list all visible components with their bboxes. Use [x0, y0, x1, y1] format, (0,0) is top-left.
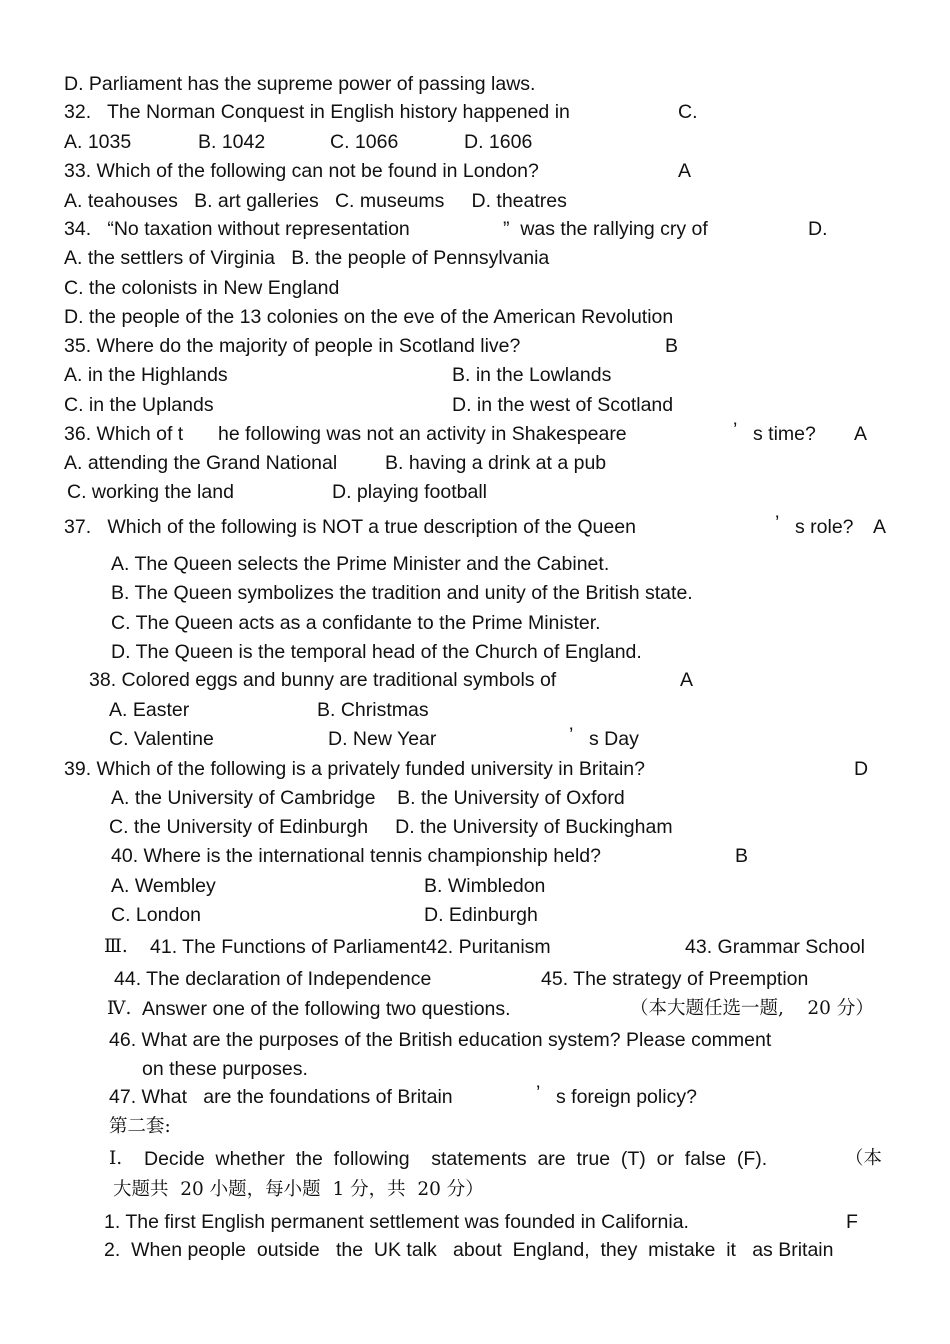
- question-47-part-a: 47. What are the foundations of Britain: [109, 1086, 453, 1108]
- question-36-apostrophe: ’: [733, 419, 738, 441]
- question-40-option-a: A. Wembley: [111, 875, 216, 897]
- question-35-option-c: C. in the Uplands: [64, 394, 214, 416]
- question-40-option-c: C. London: [111, 904, 201, 926]
- section-3-terms-3: 44. The declaration of Independence: [114, 968, 432, 990]
- question-40-option-b: B. Wimbledon: [424, 875, 546, 897]
- question-32-option-a: A. 1035: [64, 131, 132, 153]
- question-36-option-a: A. attending the Grand National: [64, 452, 338, 474]
- question-36-part-a: 36. Which of t: [64, 423, 184, 445]
- question-38-option-d: D. New Year: [328, 728, 437, 750]
- section-3-terms-2: 43. Grammar School: [685, 936, 865, 958]
- question-47-apostrophe: ’: [536, 1082, 541, 1104]
- question-39-options-1: A. the University of Cambridge B. the University of Oxford: [111, 787, 625, 809]
- question-39-answer: D: [854, 758, 869, 780]
- question-38-option-a: A. Easter: [109, 699, 190, 721]
- question-34-answer: D.: [808, 218, 828, 240]
- question-36-option-c: C. working the land: [67, 481, 234, 503]
- question-36-part-c: s time?: [753, 423, 816, 445]
- question-40-answer: B: [735, 845, 749, 867]
- statement-1-answer: F: [846, 1211, 858, 1233]
- question-37-option-b: B. The Queen symbolizes the tradition and unity of the British state.: [111, 582, 693, 604]
- question-37-option-a: A. The Queen selects the Prime Minister and the Cabinet.: [111, 553, 610, 575]
- question-46-line-1: 46. What are the purposes of the British education system? Please comment: [109, 1029, 772, 1051]
- section-3-terms-4: 45. The strategy of Preemption: [541, 968, 809, 990]
- question-34-part-b: ” was the rallying cry of: [503, 218, 708, 240]
- question-38-option-d-suffix: s Day: [589, 728, 639, 750]
- section-1-instruction: Decide whether the following statements are true (T) or false (F).: [144, 1148, 768, 1170]
- question-32: 32. The Norman Conquest in English history happened in: [64, 101, 570, 123]
- question-32-option-c: C. 1066: [330, 131, 399, 153]
- question-47-part-b: s foreign policy?: [556, 1086, 697, 1108]
- question-36-option-b: B. having a drink at a pub: [385, 452, 607, 474]
- question-38-apostrophe: ’: [569, 724, 574, 746]
- question-38-option-b: B. Christmas: [317, 699, 429, 721]
- question-46-line-2: on these purposes.: [142, 1058, 308, 1080]
- question-38-answer: A: [680, 669, 694, 691]
- section-3-number: Ⅲ.: [104, 936, 128, 957]
- section-4-instruction: Answer one of the following two questions.: [142, 998, 511, 1020]
- question-38: 38. Colored eggs and bunny are traditional symbols of: [89, 669, 557, 691]
- set-2-heading: 第二套:: [109, 1116, 171, 1137]
- question-35-option-d: D. in the west of Scotland: [452, 394, 674, 416]
- question-37-option-c: C. The Queen acts as a confidante to the Prime Minister.: [111, 612, 601, 634]
- question-38-option-c: C. Valentine: [109, 728, 214, 750]
- question-35: 35. Where do the majority of people in Scotland live?: [64, 335, 521, 357]
- question-37-option-d: D. The Queen is the temporal head of the Church of England.: [111, 641, 642, 663]
- question-32-answer: C.: [678, 101, 698, 123]
- question-32-option-b: B. 1042: [198, 131, 266, 153]
- question-39: 39. Which of the following is a privately funded university in Britain?: [64, 758, 645, 780]
- section-3-terms-1: 41. The Functions of Parliament42. Puritanism: [150, 936, 551, 958]
- question-36-option-d: D. playing football: [332, 481, 488, 503]
- question-40-option-d: D. Edinburgh: [424, 904, 538, 926]
- question-34-options-3: D. the people of the 13 colonies on the eve of the American Revolution: [64, 306, 674, 328]
- question-33: 33. Which of the following can not be found in London?: [64, 160, 539, 182]
- question-35-answer: B: [665, 335, 679, 357]
- question-37-answer: A: [873, 516, 887, 538]
- question-35-option-a: A. in the Highlands: [64, 364, 228, 386]
- question-37-part-b: s role?: [795, 516, 854, 538]
- statement-2: 2. When people outside the UK talk about England, they mistake it as Britain: [104, 1239, 834, 1261]
- question-37-part-a: 37. Which of the following is NOT a true description of the Queen: [64, 516, 636, 538]
- section-1-number: Ⅰ.: [109, 1148, 123, 1169]
- question-33-answer: A: [678, 160, 692, 182]
- question-36-part-b: he following was not an activity in Shakespeare: [218, 423, 627, 445]
- section-4-note: （本大题任选一题, 20 分）: [630, 998, 874, 1019]
- section-4-number: Ⅳ.: [107, 998, 132, 1019]
- question-40: 40. Where is the international tennis championship held?: [111, 845, 601, 867]
- question-37-apostrophe: ’: [775, 512, 780, 534]
- question-34-options-1: A. the settlers of Virginia B. the people of Pennsylvania: [64, 247, 550, 269]
- question-32-option-d: D. 1606: [464, 131, 533, 153]
- question-34-options-2: C. the colonists in New England: [64, 277, 340, 299]
- question-39-options-2: C. the University of Edinburgh D. the University of Buckingham: [109, 816, 673, 838]
- question-31-option-d: D. Parliament has the supreme power of passing laws.: [64, 73, 536, 95]
- question-36-answer: A: [854, 423, 868, 445]
- statement-1: 1. The first English permanent settlement was founded in California.: [104, 1211, 689, 1233]
- question-33-options: A. teahouses B. art galleries C. museums D. theatres: [64, 190, 567, 212]
- section-1-note: 大题共 20 小题，每小题 1 分，共 20 分）: [113, 1179, 484, 1200]
- question-34-part-a: 34. “No taxation without representation: [64, 218, 410, 240]
- question-35-option-b: B. in the Lowlands: [452, 364, 612, 386]
- section-1-note-start: （本: [845, 1148, 883, 1169]
